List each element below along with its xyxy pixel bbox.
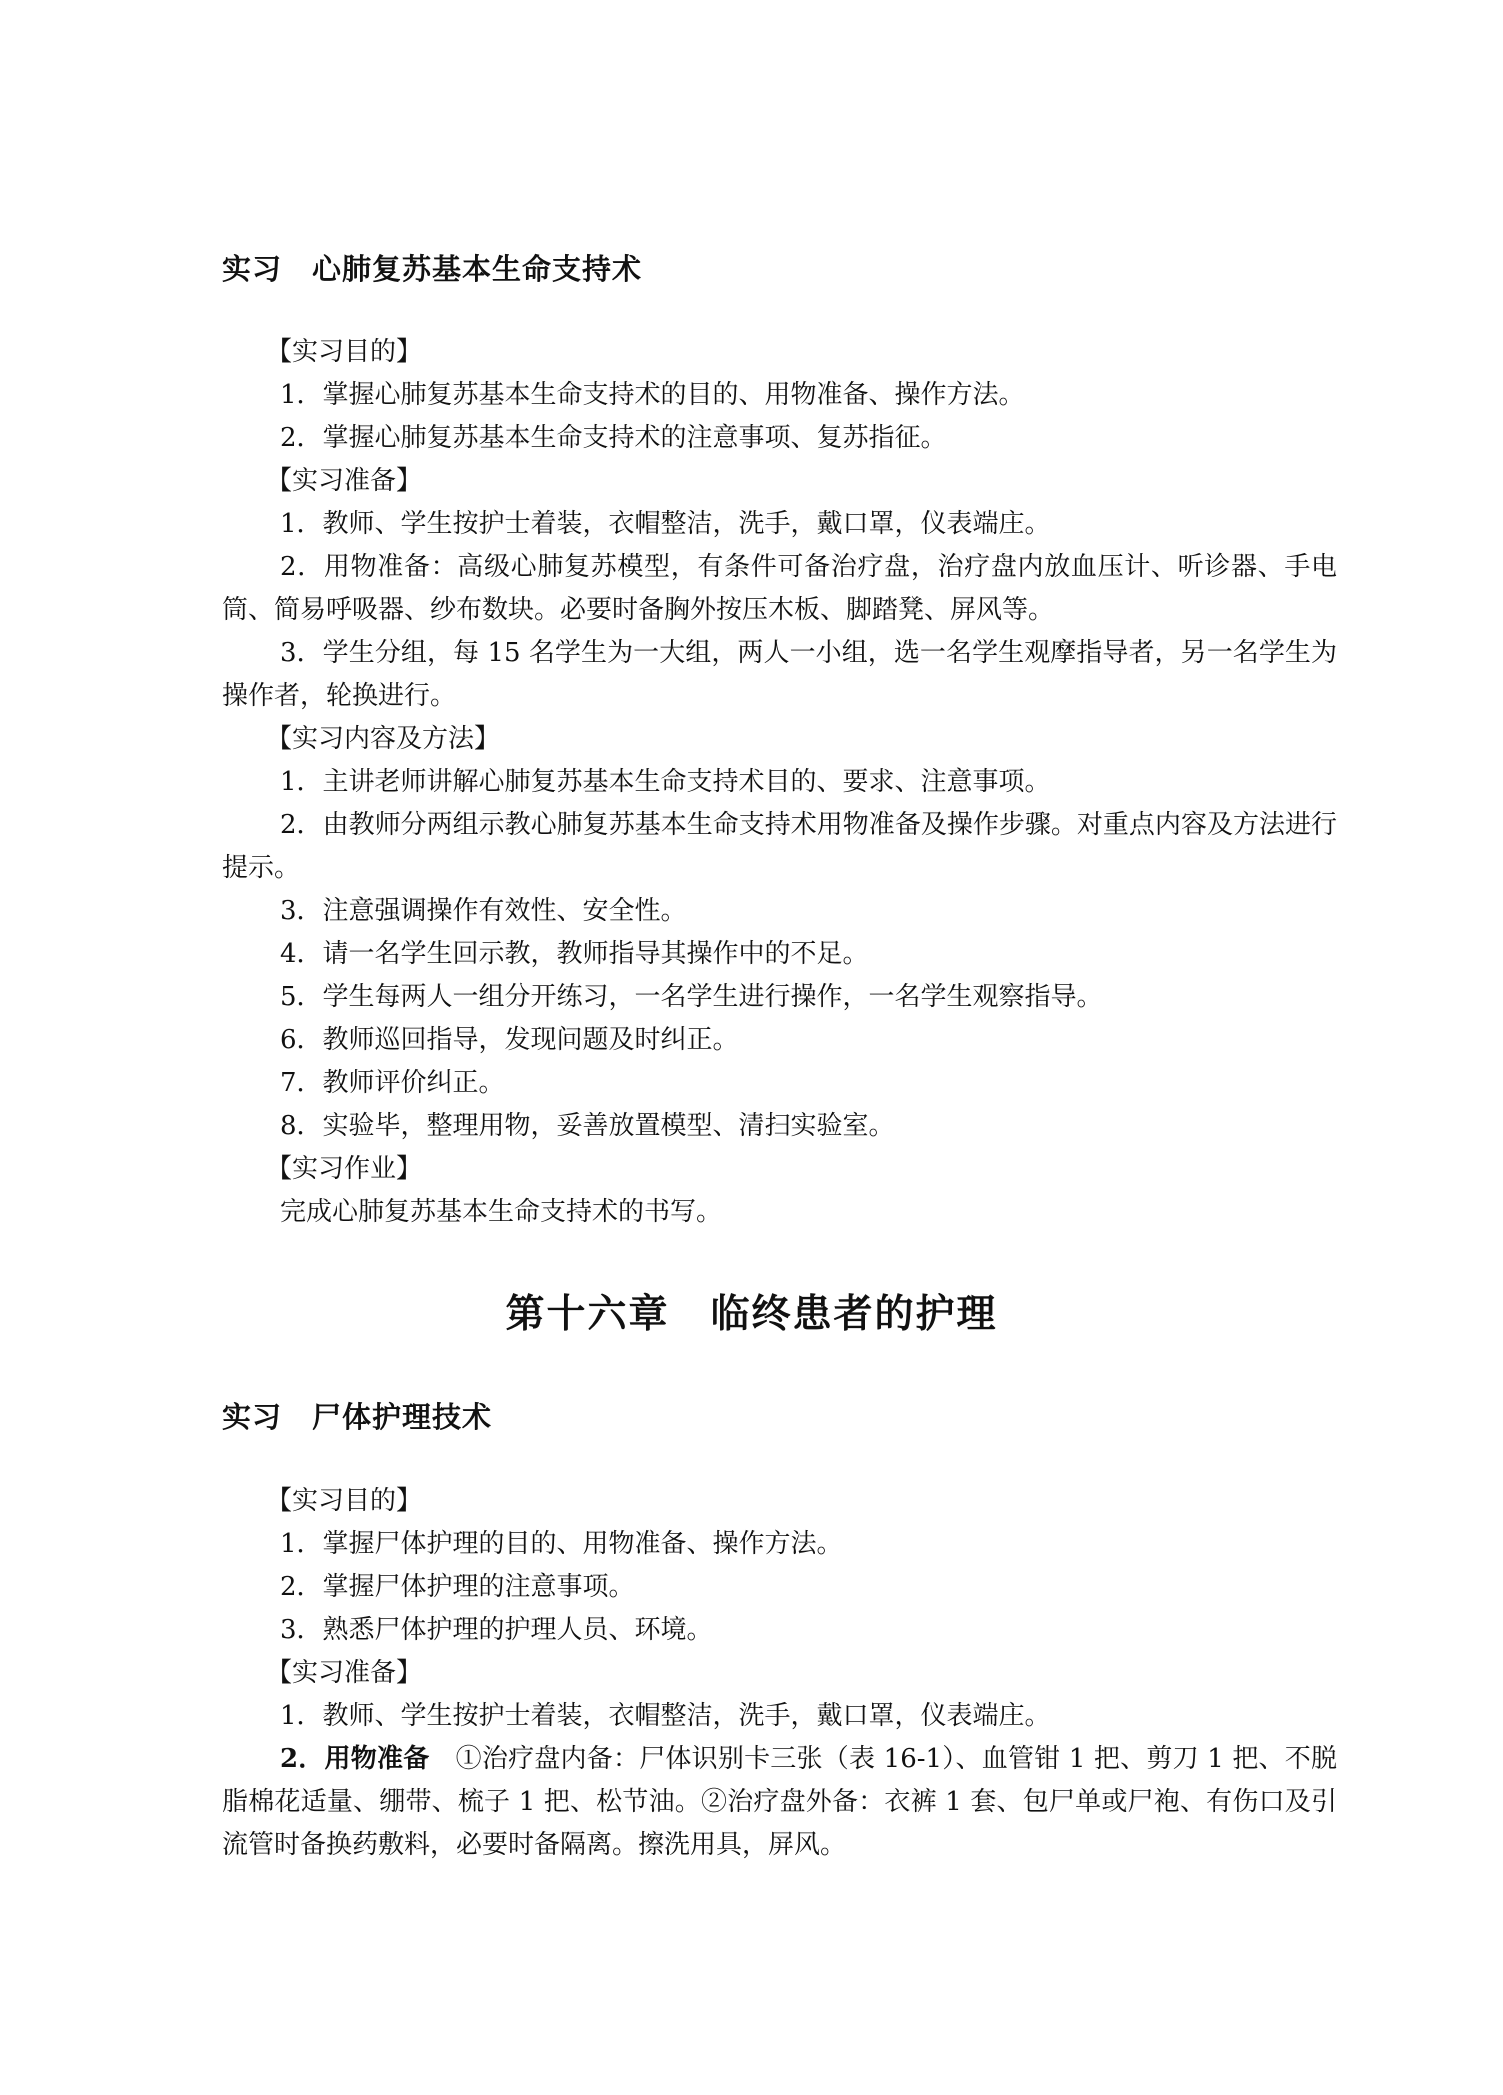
prep-supplies-text: ①治疗盘内备：尸体识别卡三张（表 16-1）、血管钳 1 把、剪刀 1 把、不脱脂棉花适量、绷带、梳子 1 把、松节油。②治疗盘外备：衣裤 1 套、包尸单或尸袍、有伤口及引流管时备换药敷料，必要时备隔离。擦洗用具，屏风。: [222, 1744, 1337, 1860]
prep-item: 1．教师、学生按护士着装，衣帽整洁，洗手，戴口罩，仪表端庄。: [280, 1701, 1051, 1731]
homework-text: 完成心肺复苏基本生命支持术的书写。: [280, 1197, 723, 1227]
prep-item-supplies: [222, 1738, 1337, 1867]
content-item: 1．主讲老师讲解心肺复苏基本生命支持术目的、要求、注意事项。: [280, 767, 1051, 797]
section-title-postmortem: 实习 尸体护理技术: [222, 1400, 493, 1434]
subhead-content-method: 【实习内容及方法】: [266, 724, 501, 754]
purpose-item: 3．熟悉尸体护理的护理人员、环境。: [280, 1615, 713, 1645]
content-item: 8．实验毕，整理用物，妥善放置模型、清扫实验室。: [280, 1111, 895, 1141]
content-item: 7．教师评价纠正。: [280, 1068, 505, 1098]
purpose-item: 1．掌握尸体护理的目的、用物准备、操作方法。: [280, 1529, 843, 1559]
subhead-purpose: 【实习目的】: [266, 1486, 423, 1516]
subhead-purpose: 【实习目的】: [266, 337, 423, 367]
content-item: 2．由教师分两组示教心肺复苏基本生命支持术用物准备及操作步骤。对重点内容及方法进行提示。: [222, 810, 1337, 883]
purpose-item: 2．掌握尸体护理的注意事项。: [280, 1572, 635, 1602]
content-item: 3．注意强调操作有效性、安全性。: [280, 896, 687, 926]
prep-item: 3．学生分组，每 15 名学生为一大组，两人一小组，选一名学生观摩指导者，另一名学生为操作者，轮换进行。: [222, 638, 1337, 711]
prep-item: 2．用物准备：高级心肺复苏模型，有条件可备治疗盘，治疗盘内放血压计、听诊器、手电筒、简易呼吸器、纱布数块。必要时备胸外按压木板、脚踏凳、屏风等。: [222, 552, 1337, 625]
content-item: 6．教师巡回指导，发现问题及时纠正。: [280, 1025, 739, 1055]
subhead-preparation: 【实习准备】: [266, 1658, 423, 1688]
purpose-item: 1．掌握心肺复苏基本生命支持术的目的、用物准备、操作方法。: [280, 380, 1025, 410]
subhead-preparation: 【实习准备】: [266, 466, 423, 496]
content-item: 5．学生每两人一组分开练习，一名学生进行操作，一名学生观察指导。: [280, 982, 1103, 1012]
content-item: 4．请一名学生回示教，教师指导其操作中的不足。: [280, 939, 869, 969]
prep-item: 1．教师、学生按护士着装，衣帽整洁，洗手，戴口罩，仪表端庄。: [280, 509, 1051, 539]
chapter-title: 第十六章 临终患者的护理: [505, 1292, 998, 1337]
subhead-homework: 【实习作业】: [266, 1154, 423, 1184]
section-title-cpr: 实习 心肺复苏基本生命支持术: [222, 252, 643, 286]
purpose-item: 2．掌握心肺复苏基本生命支持术的注意事项、复苏指征。: [280, 423, 947, 453]
prep-supplies-label: 2．用物准备: [280, 1744, 430, 1774]
